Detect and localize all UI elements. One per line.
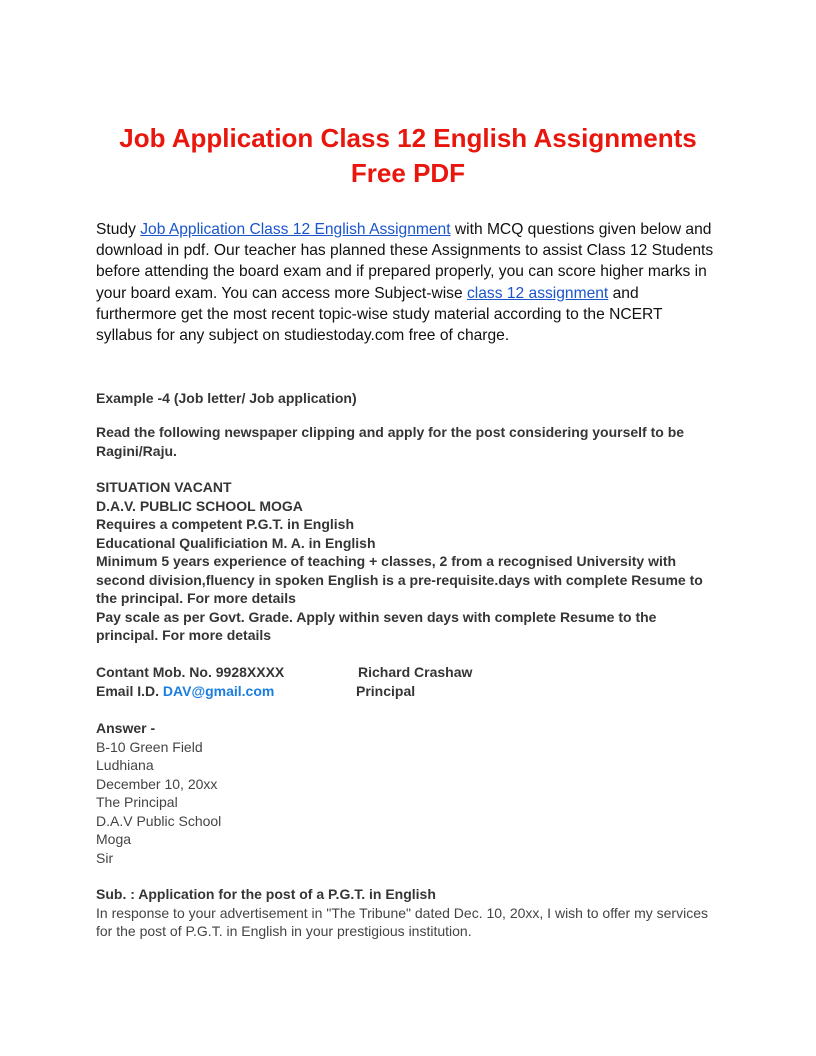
recipient-line: Moga — [96, 831, 132, 847]
job-advertisement — [96, 478, 726, 645]
ad-line: Requires a competent P.G.T. in English — [96, 516, 355, 532]
ad-line: Educational Qualificiation M. A. in English — [96, 534, 376, 551]
signatory-name: Richard Crashaw — [358, 664, 473, 680]
address-line: Ludhiana — [96, 757, 154, 773]
answer-label: Answer - — [96, 720, 156, 736]
email-address[interactable]: DAV@gmail.com — [162, 682, 275, 699]
letter-body — [96, 885, 726, 941]
ad-line: second division,fluency in spoken English is a pre-requisite.days with complete Resume to — [96, 571, 703, 588]
ad-line: Pay scale as per Govt. Grade. Apply within seven days with complete Resume to the — [96, 608, 657, 625]
address-line: B-10 Green Field — [96, 738, 203, 755]
page-title: Job Application Class 12 English Assignments Free PDF — [119, 123, 697, 188]
body-line: for the post of P.G.T. in English in your prestigious institution. — [96, 923, 472, 939]
subject-line: Sub. : Application for the post of a P.G.T. in English — [96, 886, 436, 902]
assignment-link[interactable]: Job Application Class 12 English Assignment — [140, 221, 451, 238]
intro-text-2: with MCQ questions given below and download in pdf. Our teacher has planned these Assignments to assist Class 12 Students before attending the board exam and if prepared properly, you can score higher marks in your board exam. You can access more Subject-wise — [96, 221, 714, 302]
answer-block — [96, 719, 726, 867]
contact-block — [96, 663, 726, 701]
email-label: Email I.D. — [96, 682, 163, 699]
intro-paragraph — [96, 219, 722, 346]
class-12-assignment-link[interactable]: class 12 assignment — [466, 284, 609, 302]
body-line: In response to your advertisement in "The Tribune" dated Dec. 10, 20xx, I wish to offer my services — [96, 904, 708, 921]
question-text: Read the following newspaper clipping and apply for the post considering yourself to be Ragini/Raju. — [96, 424, 685, 459]
recipient-line: D.A.V Public School — [96, 812, 222, 829]
ad-line: principal. For more details — [96, 627, 272, 643]
signatory-title: Principal — [356, 682, 416, 699]
intro-text-1: Study — [96, 221, 141, 238]
salutation: Sir — [96, 849, 114, 866]
contact-number: Contant Mob. No. 9928XXXX — [96, 664, 285, 680]
ad-line: the principal. For more details — [96, 590, 296, 606]
intro-text-3: and furthermore get the most recent topic-wise study material according to the NCERT syllabus for any subject on studiestoday.com free of charge. — [96, 284, 663, 345]
ad-line: D.A.V. PUBLIC SCHOOL MOGA — [96, 497, 303, 514]
ad-line: SITUATION VACANT — [96, 479, 232, 495]
date-line: December 10, 20xx — [96, 775, 218, 792]
ad-line: Minimum 5 years experience of teaching + classes, 2 from a recognised University with — [96, 553, 677, 569]
recipient-line: The Principal — [96, 794, 178, 810]
example-heading: Example -4 (Job letter/ Job application) — [96, 390, 357, 406]
